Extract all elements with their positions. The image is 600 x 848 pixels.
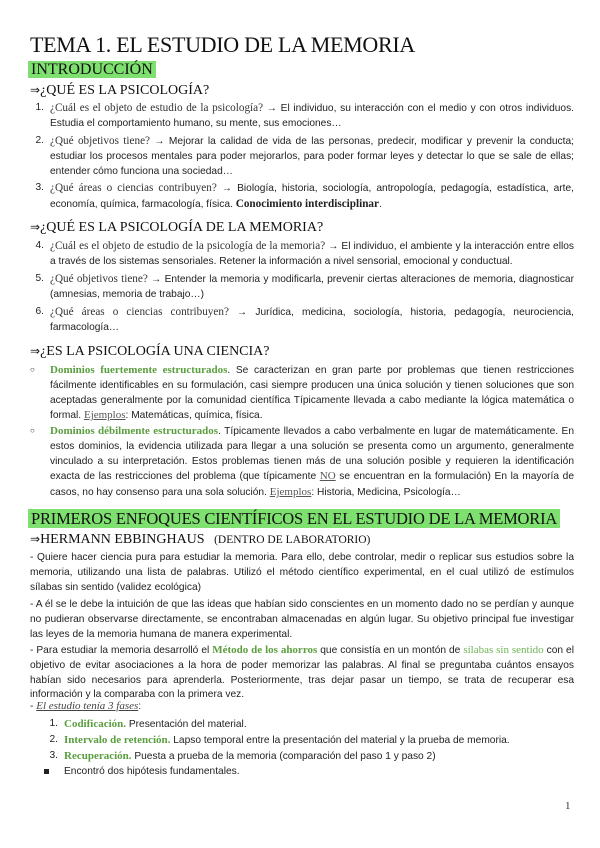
page-number: 1 <box>565 800 571 812</box>
list-item: 2. ¿Qué objetivos tiene? → Mejorar la calidad de vida de las personas, predecir, modificar y prevenir la conducta; estudiar los procesos mentales para poder mejorarlos, para poder formar leyes y detectar lo que se sale de ellas; entender cómo funciona una sociedad… <box>35 135 574 177</box>
heading-que-es-psicologia: ⇒¿QUÉ ES LA PSICOLOGÍA? <box>30 83 210 98</box>
square-bullet-icon <box>44 769 49 774</box>
page-title: TEMA 1. EL ESTUDIO DE LA MEMORIA <box>30 32 415 57</box>
bullet-item-fuertemente: ○ Dominios fuertemente estructurados. Se caracterizan en gran parte por problemas que tienen restricciones fácilmente identificables en su formulación, casi siempre producen una única solución y tienen soluciones que son aceptadas generalmente por la comunidad científica Típicamente llevada a cabo mediante la lógica matemática o formal. Ejemplos: Matemáticas, química, física. <box>30 364 575 422</box>
paragraph: - Para estudiar la memoria desarrolló el Método de los ahorros que consistía en un montón de sílabas sin sentido con el objetivo de evitar asociaciones a la hora de poder memorizar las palabras. Al final se preguntaba cuántos ensayos habían sido necesarios para aprenderla. Posteriormente, tras dejar pasar un tiempo, se trata de recuperar esa información y la comparaba con la primera vez. <box>30 644 574 701</box>
list-item: 6. ¿Qué áreas o ciencias contribuyen? → Jurídica, medicina, sociología, historia, pedagogía, neurociencia, farmacología… <box>35 306 574 333</box>
heading-psicologia-memoria: ⇒¿QUÉ ES LA PSICOLOGÍA DE LA MEMORIA? <box>30 220 324 235</box>
heading-psicologia-ciencia: ⇒¿ES LA PSICOLOGÍA UNA CIENCIA? <box>30 344 270 359</box>
section-introduccion <box>28 61 156 79</box>
paragraph: - A él se le debe la intuición de que las ideas que habían sido conscientes en un momento dado no se perdían y aunque no pudieran observarse directamente, se encontraban almacenadas en algún lugar. Su objetivo principal fue investigar las leyes de la memoria humana de manera experimental. <box>30 599 574 640</box>
circle-bullet-icon: ○ <box>30 365 35 374</box>
arrow-icon: ⇒ <box>30 532 41 546</box>
arrow-icon: ⇒ <box>30 83 41 97</box>
bullet-item-debilmente: ○ Dominios débilmente estructurados. Típicamente llevados a cabo verbalmente en lugar de matemáticamente. En estos dominios, la evidencia utilizada para llegar a una solución se presenta como un argumento, generalmente vinculado a su interpretación. Estos problemas tienen más de una solución posible y requieren la identificación exacta de las restricciones del problema (que típicamente NO se encuentran en la formulación) En la mayoría de casos, no hay consenso para una sola solución. Ejemplos: Historia, Medicina, Psicología… <box>30 425 574 499</box>
section-label: INTRODUCCIÓN <box>28 61 156 78</box>
arrow-icon: ⇒ <box>30 344 41 358</box>
circle-bullet-icon: ○ <box>30 426 35 435</box>
list-item: 2. Intervalo de retención. Lapso temporal entre la presentación del material y la prueba de memoria. <box>49 734 510 746</box>
list-item: Encontró dos hipótesis fundamentales. <box>64 765 574 780</box>
paragraph: - Quiere hacer ciencia pura para estudiar la memoria. Para ello, debe controlar, medir o replicar sus estudios sobre la memoria, utilizando una lista de palabras. Utilizó el método científico experimental, en el cual utilizó de estímulos sílabas sin sentido (validez ecológica) <box>30 552 574 593</box>
section-primeros-enfoques <box>28 509 560 529</box>
list-item: 5. ¿Qué objetivos tiene? → Entender la memoria y modificarla, prevenir ciertas alteraciones de memoria, diagnosticar (amnesias, memoria de trabajo…) <box>35 273 574 300</box>
list-item: 4. ¿Cuál es el objeto de estudio de la psicología de la memoria? → El individuo, el ambiente y la interacción entre ellos a través de los sistemas sensoriales. Retener la información a nivel sensorial, emocional y conductual. <box>35 240 574 267</box>
list-item: 3. Recuperación. Puesta a prueba de la memoria (comparación del paso 1 y paso 2) <box>49 750 436 762</box>
list-item: 1. ¿Cuál es el objeto de estudio de la psicología? → El individuo, su interacción con el medio y con otros individuos. Estudia el comportamiento humano, su mente, sus emociones… <box>35 102 574 129</box>
heading-ebbinghaus: ⇒HERMANN EBBINGHAUS (DENTRO DE LABORATORIO) <box>30 532 371 547</box>
arrow-icon: ⇒ <box>30 220 41 234</box>
list-item: 3. ¿Qué áreas o ciencias contribuyen? → Biología, historia, sociología, antropología, pedagogía, estadística, arte, economía, química, farmacología, física. Conocimiento interdisciplinar. <box>35 182 574 210</box>
section-label: PRIMEROS ENFOQUES CIENTÍFICOS EN EL ESTUDIO DE LA MEMORIA <box>28 509 560 528</box>
list-item: 1. Codificación. Presentación del material. <box>49 718 247 730</box>
phases-intro: - El estudio tenía 3 fases: <box>30 700 142 712</box>
